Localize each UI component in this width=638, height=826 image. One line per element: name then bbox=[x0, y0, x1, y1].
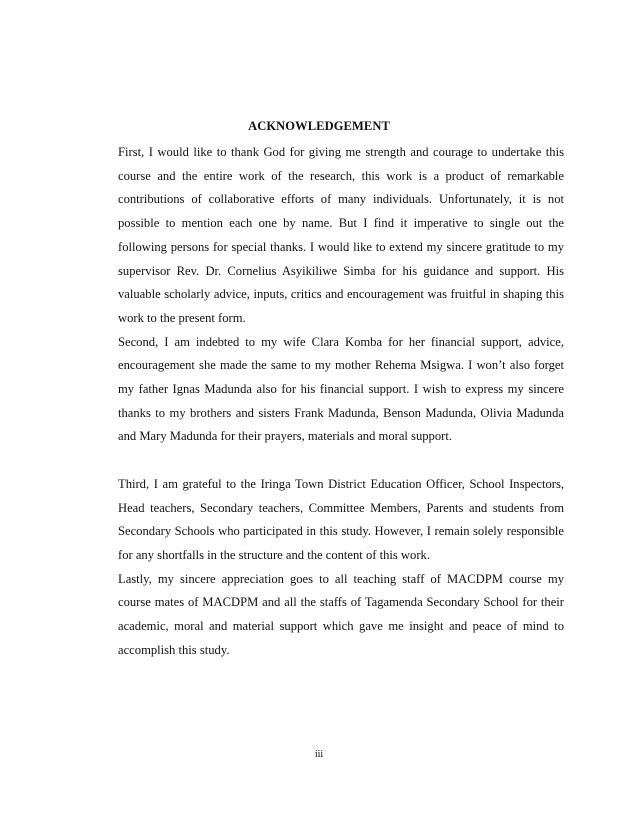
paragraph-second: Second, I am indebted to my wife Clara Komba for her financial support, advice, encouragement she made the same to my mother Rehema Msigwa. I won’t also forget my father Ignas Madunda also for his financial support. I wish to express my sincere thanks to my brothers and sisters Frank Madunda, Benson Madunda, Olivia Madunda and Mary Madunda for their prayers, materials and moral support. bbox=[118, 334, 564, 444]
page-heading: ACKNOWLEDGEMENT bbox=[248, 119, 390, 133]
paragraph-first: First, I would like to thank God for giving me strength and courage to undertake this course and the entire work of the research, this work is a product of remarkable contributions of collaborative efforts of many individuals. Unfortunately, it is not possible to mention each one by name. But I find it imperative to single out the following persons for special thanks. I would like to extend my sincere gratitude to my supervisor Rev. Dr. Cornelius Asyikiliwe Simba for his guidance and support. His valuable scholarly advice, inputs, critics and encouragement was fruitful in shaping this work to the present form. bbox=[118, 145, 564, 325]
acknowledgement-body bbox=[118, 141, 564, 662]
page-number: iii bbox=[314, 749, 324, 760]
paragraph-third: Third, I am grateful to the Iringa Town District Education Officer, School Inspectors, Head teachers, Secondary teachers, Committee Members, Parents and students from Secondary Schools who participated in this study. However, I remain solely responsible for any shortfalls in the structure and the content of this work. bbox=[118, 476, 564, 562]
paragraph-lastly: Lastly, my sincere appreciation goes to all teaching staff of MACDPM course my course mates of MACDPM and all the staffs of Tagamenda Secondary School for their academic, moral and material support which gave me insight and peace of mind to accomplish this study. bbox=[118, 571, 564, 657]
